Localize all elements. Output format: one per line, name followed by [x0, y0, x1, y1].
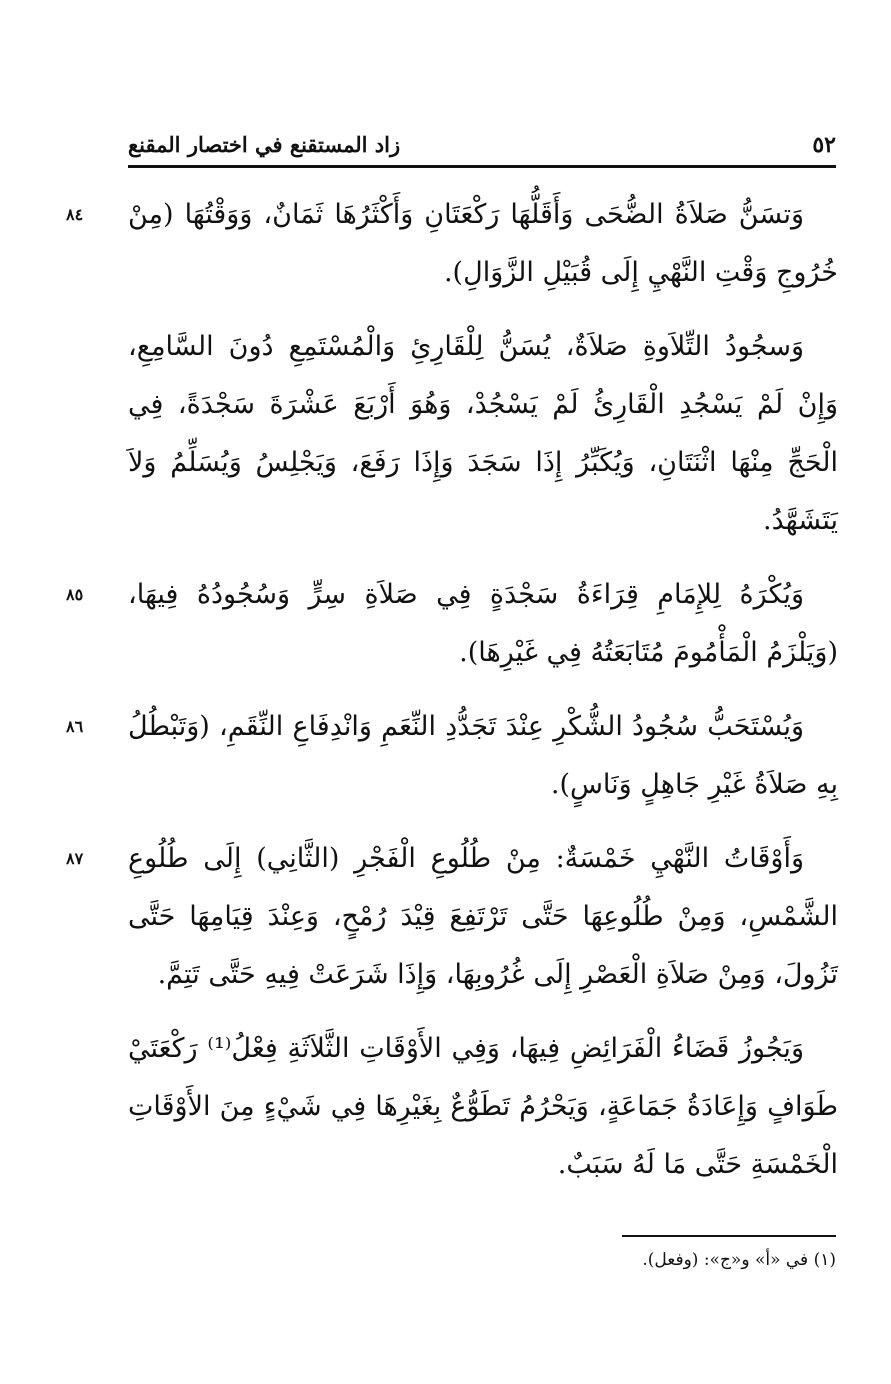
paragraph-86 — [66, 698, 838, 814]
header-rule — [128, 165, 836, 168]
paragraph-number: ٨٧ — [66, 849, 84, 868]
page-number: ٥٢ — [812, 132, 836, 158]
paragraph-text: وَتسَنُّ صَلاَةُ الضُّحَى وَأَقَلُّهَا رَكْعَتَانِ وَأَكْثَرُهَا ثَمَانٌ، وَوَقْتُهَا (مِنْ خُرُوجِ وَقْتِ النَّهْيِ إِلَى قُبَيْلِ الزَّوَالِ). — [128, 199, 838, 288]
paragraph-number: ٨٥ — [66, 585, 84, 604]
paragraph-text: وَأَوْقَاتُ النَّهْيِ خَمْسَةٌ: مِنْ طُلُوعِ الْفَجْرِ (الثَّانِي) إِلَى طُلُوعِ الشَّمْسِ، وَمِنْ طُلُوعِهَا حَتَّى تَرْتَفِعَ قِيْدَ رُمْحٍ، وَعِنْدَ قِيَامِهَا حَتَّى تَزُولَ، وَمِنْ صَلاَةِ الْعَصْرِ إِلَى غُرُوبِهَا، وَإِذَا شَرَعَتْ فِيهِ حَتَّى تَتِمَّ. — [128, 843, 838, 990]
footnote-rule — [622, 1235, 836, 1237]
paragraph-text: وَيُكْرَهُ لِلإِمَامِ قِرَاءَةُ سَجْدَةٍ فِي صَلاَةِ سِرٍّ وَسُجُودُهُ فِيهَا، (وَيَلْزَمُ الْمَأْمُومَ مُتَابَعَتُهُ فِي غَيْرِهَا). — [128, 579, 838, 668]
paragraph-85 — [66, 566, 838, 682]
paragraph-text: وَيَجُوزُ قَضَاءُ الْفَرَائِضِ فِيهَا، وَفِي الأَوْقَاتِ الثَّلاَثَةِ فِعْلُ⁽¹⁾ رَكْعَتَيْ طَوَافٍ وَإِعَادَةُ جَمَاعَةٍ، وَيَحْرُمُ تَطَوُّعٌ بِغَيْرِهَا فِي شَيْءٍ مِنَ الأَوْقَاتِ الْخَمْسَةِ حَتَّى مَا لَهُ سَبَبٌ. — [128, 1033, 838, 1180]
paragraph-number: ٨٦ — [66, 717, 84, 736]
paragraph-84 — [66, 186, 838, 302]
paragraph-text: وَسجُودُ التِّلاَوةِ صَلاَةٌ، يُسَنُّ لِلْقَارِئِ وَالْمُسْتَمِعِ دُونَ السَّامِعِ، وَإِنْ لَمْ يَسْجُدِ الْقَارِئُ لَمْ يَسْجُدْ، وَهُوَ أَرْبَعَ عَشْرَةَ سَجْدَةً، فِي الْحَجِّ مِنْهَا اثْنَتَانِ، وَيُكَبِّرُ إِذَا سَجَدَ وَإِذَا رَفَعَ، وَيَجْلِسُ وَيُسَلِّمُ وَلاَ يَتَشَهَّدُ. — [128, 331, 838, 536]
paragraph-sujood-tilawa — [128, 318, 838, 550]
paragraph-qada — [128, 1020, 838, 1194]
page-header — [128, 128, 836, 164]
page-body — [66, 186, 838, 1210]
paragraph-87 — [66, 830, 838, 1004]
footnote: (١) في «أ» و«ج»: (وفعل). — [642, 1250, 836, 1270]
paragraph-text: وَيُسْتَحَبُّ سُجُودُ الشُّكْرِ عِنْدَ تَجَدُّدِ النِّعَمِ وَانْدِفَاعِ النِّقَمِ، (وَتَبْطُلُ بِهِ صَلاَةُ غَيْرِ جَاهِلٍ وَنَاسٍ). — [128, 711, 838, 800]
paragraph-number: ٨٤ — [66, 205, 84, 224]
running-title: زاد المستقنع في اختصار المقنع — [128, 132, 401, 157]
